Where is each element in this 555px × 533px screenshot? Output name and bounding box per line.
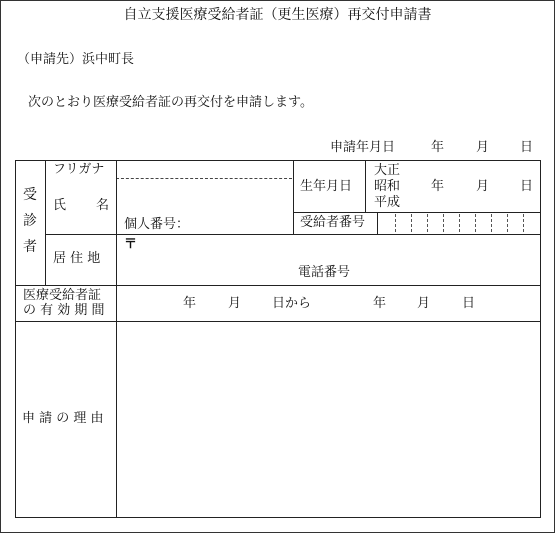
recipient-number-digit-divider: [443, 214, 444, 232]
recipient-number-digit-divider: [427, 214, 428, 232]
birthdate-label: 生年月日: [300, 179, 353, 194]
birthdate-label-divider: [365, 160, 366, 212]
era-showa: 昭和: [374, 179, 401, 194]
validity-to-year-unit: 年: [373, 296, 387, 311]
recipient-number-label: 受給者番号: [300, 215, 366, 230]
validity-label-line1: 医療受給者証: [23, 288, 102, 303]
era-heisei: 平成: [374, 195, 401, 210]
birthdate-row-bottom: [293, 212, 540, 213]
recipient-number-label-divider: [377, 212, 378, 234]
recipient-vertical-label: [20, 188, 40, 254]
document-title: 自立支援医療受給者証（更生医療）再交付申請書: [123, 7, 432, 23]
recipient-block-bottom: [15, 285, 540, 286]
recipient-number-digit-divider: [491, 214, 492, 232]
recipient-label-divider: [45, 160, 46, 285]
recipient-char: 者: [23, 239, 37, 255]
addressee: （申請先）浜中町長: [17, 52, 135, 67]
recipient-number-digit-divider: [411, 214, 412, 232]
application-year-unit: 年: [431, 140, 445, 155]
label-column-divider: [116, 160, 117, 518]
furigana-label: フリガナ: [53, 162, 105, 177]
validity-from-month-unit: 月: [228, 296, 242, 311]
personal-number-label: 個人番号：: [124, 217, 190, 232]
table-right-border: [540, 160, 541, 518]
table-top-border: [15, 160, 540, 161]
validity-to-month-unit: 月: [417, 296, 431, 311]
recipient-char: 診: [23, 213, 37, 229]
name-column-divider: [293, 160, 294, 234]
name-row-bottom: [45, 234, 540, 235]
phone-label: 電話番号: [298, 265, 351, 280]
application-date-label: 申請年月日: [330, 140, 396, 155]
table-bottom-border: [15, 517, 540, 518]
era-taisho: 大正: [374, 163, 401, 178]
recipient-number-digit-divider: [507, 214, 508, 232]
name-label-first: 氏: [53, 198, 67, 213]
validity-from-year-unit: 年: [183, 296, 197, 311]
recipient-number-digit-divider: [395, 214, 396, 232]
recipient-number-digit-divider: [459, 214, 460, 232]
validity-from-day-unit: 日から: [272, 296, 312, 311]
recipient-number-digit-divider: [523, 214, 524, 232]
application-month-unit: 月: [476, 140, 490, 155]
application-day-unit: 日: [520, 140, 534, 155]
reason-label: 申 請 の 理 由: [22, 411, 104, 426]
recipient-char: 受: [23, 187, 37, 203]
residence-label: 居 住 地: [53, 251, 101, 266]
birth-day-unit: 日: [520, 179, 534, 194]
furigana-divider: [116, 178, 292, 179]
postal-mark: 〒: [124, 237, 138, 252]
table-left-border: [15, 160, 16, 518]
validity-to-day-unit: 日: [462, 296, 476, 311]
validity-row-bottom: [15, 321, 540, 322]
recipient-number-digit-divider: [475, 214, 476, 232]
name-label-second: 名: [96, 198, 110, 213]
birth-month-unit: 月: [476, 179, 490, 194]
validity-label-line2: の 有 効 期 間: [23, 303, 105, 318]
intro-text: 次のとおり医療受給者証の再交付を申請します。: [28, 95, 313, 110]
birth-year-unit: 年: [431, 179, 445, 194]
